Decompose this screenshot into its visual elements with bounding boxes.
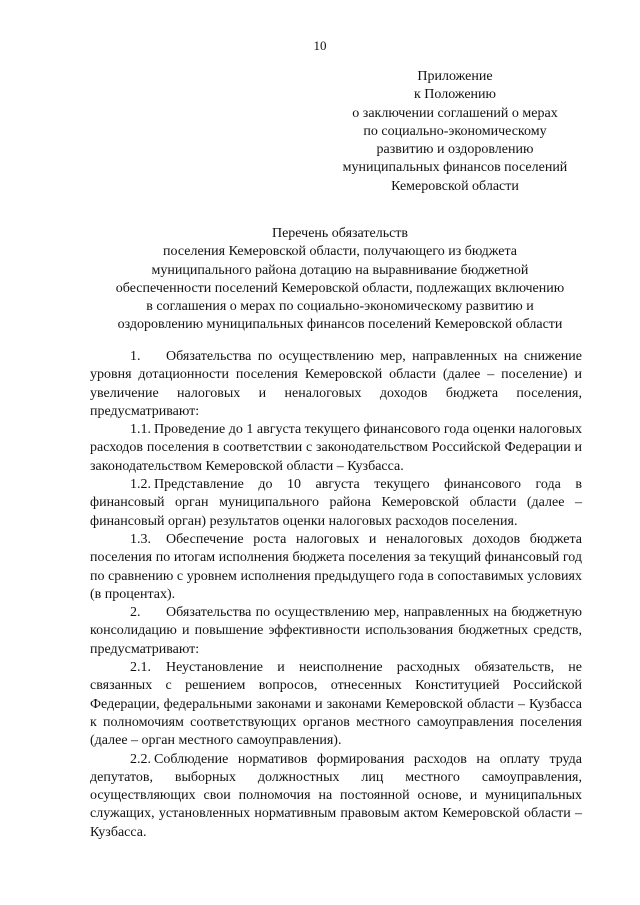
item-number: 2.	[130, 605, 141, 621]
appendix-line: развитию и оздоровлению	[376, 142, 534, 158]
item-number: 1.1.	[130, 422, 151, 438]
item-number: 1.2.	[130, 477, 151, 493]
item-number: 2.1.	[130, 660, 151, 676]
appendix-line: Кемеровской области	[391, 178, 519, 194]
item-text: Обеспечение роста налоговых и неналоговых доходов бюджета поселения по итогам исполнения бюджета поселения за текущий финансовый год по сравнению с уровнем исполнения предыдущего года в сопоставимых условиях (в процентах).	[90, 531, 582, 602]
item-text: Представление до 10 августа текущего финансового года в финансовый орган муниципального района Кемеровской области (далее – финансовый орган) результатов оценки налоговых расходов поселения.	[90, 477, 582, 529]
item-text: Соблюдение нормативов формирования расходов на оплату труда депутатов, выборных должностных лиц местного самоуправления, осуществляющих свои полномочия на постоянной основе, и муниципальных служащих, установленных нормативным правовым актом Кемеровской области – Кузбасса.	[90, 751, 582, 840]
title-line: поселения Кемеровской области, получающего из бюджета	[163, 244, 517, 260]
item-number: 2.2.	[130, 751, 151, 767]
title-line: муниципального района дотацию на выравнивание бюджетной	[151, 262, 529, 278]
title-line: обеспеченности поселений Кемеровской области, подлежащих включению	[115, 280, 565, 296]
appendix-line: к Положению	[413, 87, 496, 103]
title-line: оздоровлению муниципальных финансов поселений Кемеровской области	[117, 317, 563, 333]
item-number: 1.	[130, 349, 141, 364]
document-body	[90, 348, 582, 842]
page-number: 10	[313, 38, 327, 53]
list-item	[90, 348, 582, 421]
item-text: Неустановление и неисполнение расходных обязательств, не связанных с решением вопросов, отнесенных Конституцией Российской Федерации, федеральными законами и законами Кемеровской области – Кузбасса к полномочиям соответствующих органов местного самоуправления поселения (далее – орган местного самоуправления).	[90, 660, 582, 749]
list-item	[90, 531, 582, 604]
appendix-line: по социально-экономическому	[363, 123, 547, 139]
item-text: Обязательства по осуществлению мер, направленных на снижение уровня дотационности поселения Кемеровской области (далее – поселение) и увеличение налоговых и неналоговых доходов бюджета поселения, предусматривают:	[90, 349, 582, 419]
title-line: в соглашения о мерах по социально-экономическому развитию и	[146, 299, 534, 315]
list-item	[90, 659, 582, 750]
appendix-line: муниципальных финансов поселений	[342, 160, 568, 176]
title-line: Перечень обязательств	[271, 226, 409, 241]
item-text: Проведение до 1 августа текущего финансового года оценки налоговых расходов поселения в соответствии с законодательством Российской Федерации и законодательством Кемеровской области – Кузбасса.	[90, 422, 582, 474]
appendix-line: Приложение	[417, 69, 493, 84]
appendix-line: о заключении соглашений о мерах	[352, 105, 558, 121]
list-item	[90, 421, 582, 476]
item-number: 1.3.	[130, 531, 151, 547]
item-text: Обязательства по осуществлению мер, направленных на бюджетную консолидацию и повышение эффективности использования бюджетных средств, предусматривают:	[90, 605, 582, 657]
document-title	[90, 225, 590, 335]
list-item	[90, 604, 582, 659]
list-item	[90, 751, 582, 842]
appendix-header	[320, 68, 590, 196]
list-item	[90, 476, 582, 531]
